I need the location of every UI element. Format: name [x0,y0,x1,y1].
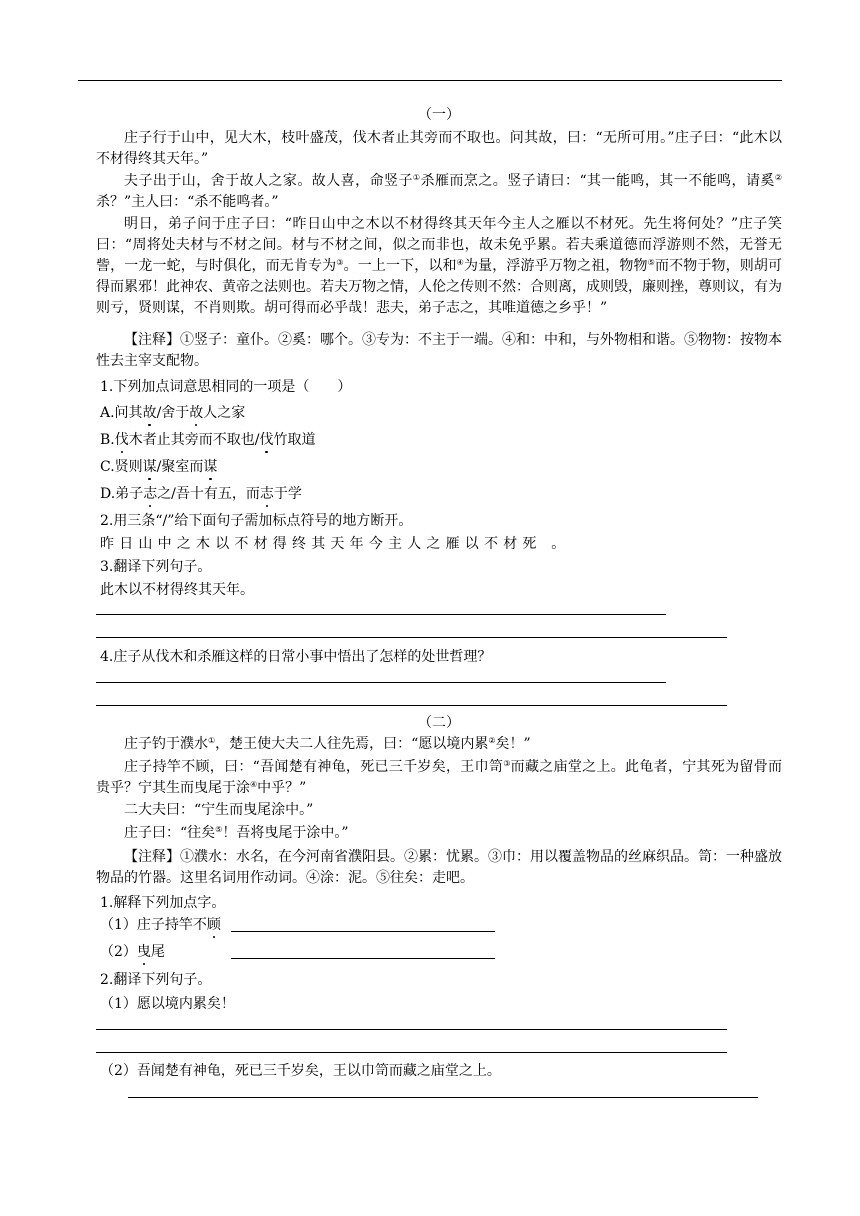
question-2-2: 2.翻译下列句子。 [100,972,212,988]
answer-line[interactable] [231,931,495,932]
emphasis-dot-char: 志 [260,483,274,503]
section-1-title: （一） [418,107,460,123]
answer-line[interactable] [96,682,666,683]
footnote-mark: ① [412,173,421,182]
answer-line[interactable] [96,637,727,638]
question-2-2-item-1: （1）愿以境内累矣！ [100,996,235,1012]
question-1-2: 2.用三条“/”给下面句子需加标点符号的地方断开。 [100,513,413,529]
passage-2-para-2: 庄子持竿不顾，曰：“吾闻楚有神龟，死已三千岁矣，王巾笥③而藏之庙堂之上。此龟者，宁其死为留骨而贵乎？宁其生而曳尾于涂④中乎？” [96,759,783,796]
option-a: A.问其故/舍于故人之家 [100,402,245,422]
footnote-mark: ⑤ [215,825,223,834]
passage-2-para-3: 二大夫曰：“宁生而曳尾涂中。” [124,802,314,818]
passage-1-para-1: 庄子行于山中，见大木，枝叶盛茂，伐木者止其旁而不取也。问其故，曰：“无所可用。”庄子曰：“此木以不材得终其天年。” [96,130,782,167]
footnote-mark: ④ [456,258,464,267]
emphasis-dot-char: 志 [143,483,157,503]
footnote-mark: ⑤ [647,258,655,267]
passage-2-para-4: 庄子曰：“往矣⑤！吾将曳尾于涂中。” [124,825,349,841]
question-2-2-item-2: （2）吾闻楚有神龟，死已三千岁矣，王以巾笥而藏之庙堂之上。 [100,1063,501,1079]
answer-line[interactable] [96,705,727,706]
footnote-mark: ③ [336,258,344,267]
answer-line[interactable] [96,614,666,615]
passage-1-notes: 【注释】①竖子：童仆。②奚：哪个。③专为：不主于一端。④和：中和，与外物相和谐。⑤物物：按物本性去主宰支配物。 [96,332,782,369]
footnote-mark: ② [488,736,496,745]
option-b: B.伐木者止其旁而不取也/伐竹取道 [100,429,315,449]
answer-line[interactable] [96,1052,727,1053]
emphasis-dot-char: 伐 [259,429,273,449]
emphasis-dot-char: 谋 [143,456,157,476]
question-2-1-item-2: （2）曳尾 [100,941,165,961]
passage-2-para-1: 庄子钓于濮水①，楚王使大夫二人往先焉，曰：“愿以境内累②矣！” [124,736,531,752]
question-1-4: 4.庄子从伐木和杀雁这样的日常小事中悟出了怎样的处世哲理？ [100,649,492,665]
question-1-2-sentence: 昨日山中之木以不材得终其天年今主人之雁以不材死 。 [100,536,571,552]
footnote-mark: ③ [503,759,511,768]
option-c: C.贤则谋/聚室而谋 [100,456,217,476]
question-1-3-sentence: 此木以不材得终其天年。 [100,582,254,598]
answer-line[interactable] [128,1097,758,1098]
emphasis-dot-char: 曳 [137,941,151,961]
passage-1-para-2: 夫子出于山，舍于故人之家。故人喜，命竖子①杀雁而烹之。竖子请曰：“其一能鸣，其一不能鸣，请奚②杀？”主人曰：“杀不能鸣者。” [96,173,783,210]
answer-line[interactable] [231,958,495,959]
footnote-mark: ④ [250,780,258,789]
question-1-1: 1.下列加点词意思相同的一项是（ ） [100,379,352,395]
emphasis-dot-char: 故 [143,402,157,422]
footnote-mark: ① [208,736,216,745]
emphasis-dot-char: 故 [189,402,203,422]
question-1-3: 3.翻译下列句子。 [100,559,212,575]
passage-1-para-3: 明日，弟子问于庄子曰：“昨日山中之木以不材得终其天年今主人之雁以不材死。先生将何处？”庄子笑曰：“周将处夫材与不材之间。材与不材之间，似之而非也，故未免乎累。若夫乘道德而浮游则不然，无誉无訾，一龙一蛇，与时俱化，而无肯专为③。一上一下，以和④为量，浮游乎万物之祖，物物⑤而不物于物，则胡可得而累邪！此神农、黄帝之法则也。若夫万物之情，人伦之传则不然：合则离，成则毁，廉则挫，尊则议，有为则亏，贤则谋，不肖则欺。胡可得而必乎哉！悲夫，弟子志之，其唯道德之乡乎！” [96,216,783,316]
footnote-mark: ② [774,173,783,182]
emphasis-dot-char: 伐 [115,429,129,449]
option-d: D.弟子志之/吾十有五，而志于学 [100,483,302,503]
header-rule [78,80,782,81]
emphasis-dot-char: 顾 [207,914,221,934]
passage-2-notes: 【注释】①濮水：水名，在今河南省濮阳县。②累：忧累。③巾：用以覆盖物品的丝麻织品。笥：一种盛放物品的竹器。这里名词用作动词。④涂：泥。⑤往矣：走吧。 [96,849,782,886]
answer-line[interactable] [96,1029,727,1030]
question-2-1: 1.解释下列加点字。 [100,895,226,911]
section-2-title: （二） [418,715,460,731]
emphasis-dot-char: 谋 [203,456,217,476]
question-2-1-item-1: （1）庄子持竿不顾 [100,914,221,934]
